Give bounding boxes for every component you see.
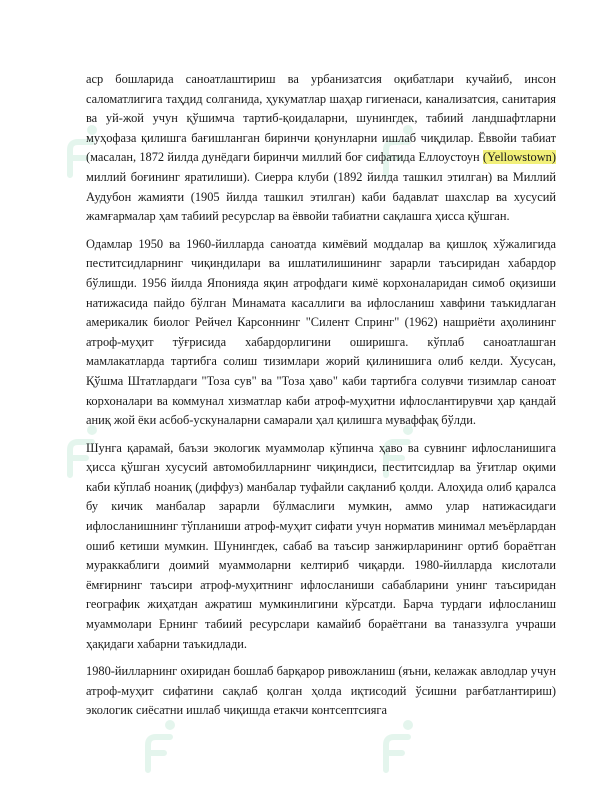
paragraph-1: [86, 70, 556, 227]
paragraph-4: 1980-йилларнинг охиридан бошлаб барқарор ривожланиш (яъни, келажак авлодлар учун атроф-муҳит сифатини сақлаб қолган ҳолда иқтисодий ўсишни рағбатлантириш) экологик сиёсатни ишлаб чиқишда етакчи контсептсияга: [86, 664, 556, 718]
paragraph-2: Одамлар 1950 ва 1960-йилларда саноатда кимёвий моддалар ва қишлоқ хўжалигида пеститсидларнинг чиқиндилари ва ишлатилишининг зарарли таъсиридан хабардор бўлишди. 1956 йилда Японияда яқин атрофдаги кимё корхоналаридан симоб оқизиши натижасида пайдо бўлган Минамата касаллиги ва ифлосланиш хавфини таъкидлаган америкалик биолог Рейчел Карсоннинг "Силент Спринг" (1962) нашриёти аҳолининг атроф-муҳит тўғрисида хабардорлигини оширишга. кўплаб саноатлашган мамлакатларда тартибга солиш тизимлари жорий қилинишига олиб келди. Хусусан, Қўшма Штатлардаги "Тоза сув" ва "Тоза ҳаво" каби тартибга солувчи тизимлар саноат корхоналари ва коммунал хизматлар каби атроф-муҳитни ифлослантирувчи ҳар қандай аниқ жой ёки асбоб-ускуналарни самарали ҳал қилишга муваффақ бўлди.: [86, 236, 556, 428]
body-text: [86, 70, 556, 729]
paragraph-1-before: аср бошларида саноатлаштириш ва урбанизатсия оқибатлари кучайиб, инсон саломатлигига таҳдид солганида, ҳукуматлар шаҳар гигиенаси, канализатсия, санитария ва уй-жой учун қўшимча тартиб-қоидаларни, шунингдек, табиий ландшафтларни муҳофаза қилишга бағишланган биринчи қонунларни ишлаб чиқдилар. Ёввойи табиат (масалан, 1872 йилда дунёдаги биринчи миллий боғ сифатида Еллоустоун: [86, 72, 556, 165]
paragraph-3: Шунга қарамай, баъзи экологик муаммолар кўпинча ҳаво ва сувнинг ифлосланишига ҳисса қўшган хусусий автомобилларнинг чиқиндиси, пеститсидлар ва ўғитлар оқими каби кўплаб ноаниқ (диффуз) манбалар туфайли сақланиб қолди. Алоҳида олиб қаралса бу кичик манбалар зарарли бўлмаслиги мумкин, аммо улар натижасидаги ифлосланишнинг тўпланиши атроф-муҳит сифати учун норматив минимал меъёрлардан ошиб кетиши мумкин. Шунингдек, сабаб ва таъсир занжирларининг ортиб бораётган мураккаблиги доимий муаммоларни келтириб чиқарди. 1980-йилларда кислотали ёмғирнинг таъсири атроф-муҳитнинг ифлосланиши сабабларини унинг таъсиридан географик жиҳатдан ажратиш мумкинлигини кўрсатди. Барча турдаги ифлосланиш муаммолари Ернинг табиий ресурслари камайиб бораётгани ва таназзулга учраши ҳақидаги хабарни таъкидлади.: [86, 440, 556, 651]
highlighted-term: (Yellowstown): [482, 150, 556, 165]
paragraph-1-after: миллий боғининг яратилиши). Сиерра клуби (1892 йилда ташкил этилган) ва Миллий Аудубон жамияти (1905 йилда ташкил этилган) каби бадавлат шахслар ва хусусий жамғармалар ҳам табиий ресурслар ва ёввойи табиатни сақлашга ҳисса қўшган.: [86, 169, 556, 224]
